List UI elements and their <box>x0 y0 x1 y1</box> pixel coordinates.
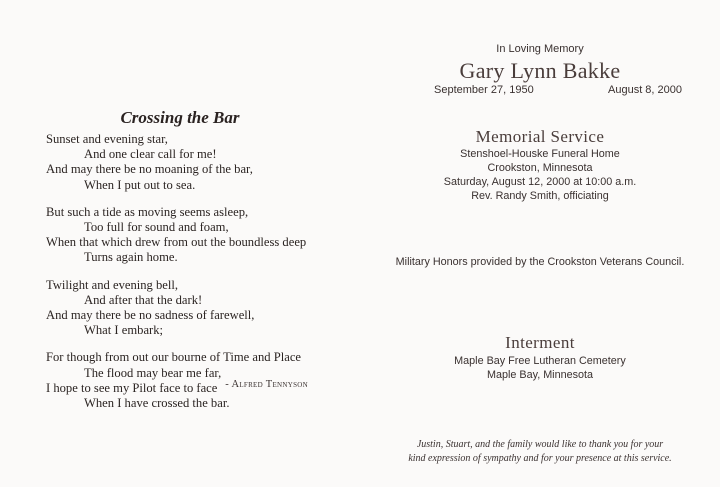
poem-line: When that which drew from out the boundless deep <box>46 235 307 250</box>
service-datetime: Saturday, August 12, 2000 at 10:00 a.m. <box>443 176 637 188</box>
poem-line: Sunset and evening star, <box>46 132 168 146</box>
poem-line: The flood may bear me far, <box>84 365 222 380</box>
poem-stanza <box>46 278 356 339</box>
interment-city: Maple Bay, Minnesota <box>486 369 594 381</box>
birth-date: September 27, 1950 <box>434 84 534 96</box>
poem-line: Twilight and evening bell, <box>46 277 179 292</box>
interment-details <box>360 354 720 382</box>
service-details <box>360 147 720 203</box>
death-date: August 8, 2000 <box>608 84 683 96</box>
memorial-info-panel <box>360 0 720 487</box>
poem-line: For though from out our bourne of Time and Place <box>46 350 301 365</box>
thank-you-note <box>360 438 720 466</box>
interment-cemetery: Maple Bay Free Lutheran Cemetery <box>454 355 626 367</box>
thank-you-line: kind expression of sympathy and for your presence at this service. <box>408 453 672 464</box>
poem-line: And one clear call for me! <box>84 147 217 162</box>
poem-title: Crossing the Bar <box>120 108 240 127</box>
poem-line: When I put out to sea. <box>84 177 196 192</box>
poem-line: And may there be no moaning of the bar, <box>46 162 253 177</box>
poem-line: And after that the dark! <box>84 292 203 307</box>
poem-line: What I embark; <box>84 323 164 338</box>
poem-author: - Alfred Tennyson <box>225 379 308 390</box>
poem-stanza <box>46 132 356 193</box>
poem-stanza <box>46 205 356 266</box>
poem-line: Turns again home. <box>84 250 178 265</box>
thank-you-line: Justin, Stuart, and the family would like to thank you for your <box>416 439 664 450</box>
military-honors-note: Military Honors provided by the Crookston Veterans Council. <box>395 256 685 268</box>
interment-heading: Interment <box>505 333 575 352</box>
poem-line: And may there be no sadness of farewell, <box>46 308 255 323</box>
poem-line: Too full for sound and foam, <box>84 220 229 235</box>
service-city: Crookston, Minnesota <box>487 162 593 174</box>
memory-label: In Loving Memory <box>496 43 584 55</box>
service-heading: Memorial Service <box>475 127 605 146</box>
service-location: Stenshoel-Houske Funeral Home <box>460 148 620 160</box>
poem-line: When I have crossed the bar. <box>84 396 230 411</box>
service-officiant: Rev. Randy Smith, officiating <box>471 190 609 202</box>
poem-line: I hope to see my Pilot face to face <box>46 380 218 395</box>
deceased-name: Gary Lynn Bakke <box>459 58 621 83</box>
poem-line: But such a tide as moving seems asleep, <box>46 204 249 219</box>
